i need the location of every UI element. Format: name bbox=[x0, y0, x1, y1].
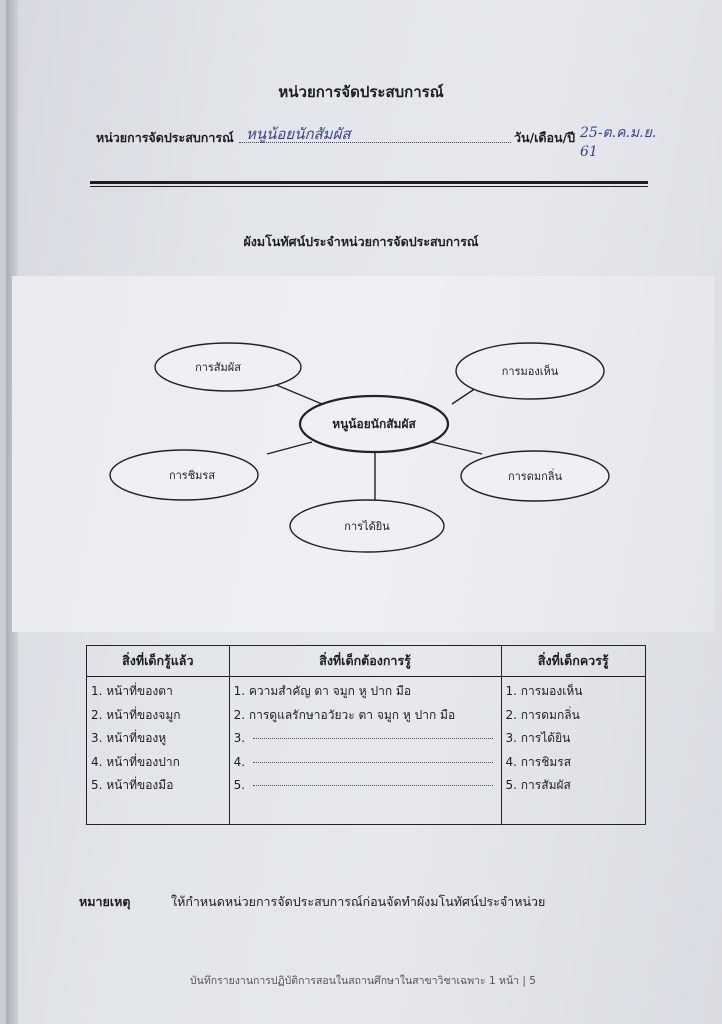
mindmap-panel bbox=[12, 276, 714, 632]
header-want: สิ่งที่เด็กต้องการรู้ bbox=[229, 646, 501, 677]
note-text: ให้กำหนดหน่วยการจัดประสบการณ์ก่อนจัดทำผังมโนทัศน์ประจำหน่วย bbox=[171, 894, 546, 909]
date-handwritten-value: 25-ต.ค.ม.ย. 61 bbox=[580, 125, 657, 160]
header-should: สิ่งที่เด็กควรรู้ bbox=[501, 646, 645, 677]
kwl-header-row bbox=[87, 646, 646, 677]
known-item: 5. หน้าที่ของมือ bbox=[91, 778, 174, 792]
known-item: 3. หน้าที่ของหู bbox=[91, 731, 167, 745]
page-footer: บันทึกรายงานการปฏิบัติการสอนในสถานศึกษาในสาขาวิชาเฉพาะ 1 หน้า | 5 bbox=[190, 975, 536, 987]
unit-handwritten-value: หนูน้อยนักสัมผัส bbox=[246, 125, 351, 143]
node-smell-label: การดมกลิ่น bbox=[507, 470, 563, 483]
blank-dotted-line bbox=[253, 738, 493, 739]
blank-dotted-line bbox=[253, 785, 493, 786]
want-item-number: 5. bbox=[233, 778, 246, 792]
note-label: หมายเหตุ bbox=[79, 894, 131, 909]
kwl-body-row bbox=[87, 677, 646, 825]
want-item-blank bbox=[234, 729, 497, 753]
want-item-blank bbox=[234, 776, 497, 800]
mindmap-diagram bbox=[12, 276, 714, 632]
known-item: 1. หน้าที่ของตา bbox=[91, 684, 173, 698]
want-item: 2. การดูแลรักษาอวัยวะ ตา จมูก หู ปาก มือ bbox=[233, 707, 456, 722]
want-item-number: 4. bbox=[233, 754, 246, 769]
mindmap-title: ผังมโนทัศน์ประจำหน่วยการจัดประสบการณ์ bbox=[243, 234, 479, 249]
center-node-label: หนูน้อยนักสัมผัส bbox=[332, 417, 416, 431]
should-item: 2. การดมกลิ่น bbox=[505, 707, 580, 722]
node-hearing-label: การได้ยิน bbox=[344, 520, 390, 533]
should-item: 5. การสัมผัส bbox=[505, 778, 571, 792]
want-item-blank bbox=[234, 753, 497, 777]
want-item-number: 3. bbox=[233, 731, 246, 745]
connector-touch bbox=[274, 384, 322, 404]
known-column bbox=[87, 677, 230, 825]
note bbox=[79, 892, 546, 912]
blank-dotted-line bbox=[253, 762, 493, 763]
connector-taste bbox=[267, 442, 312, 454]
should-item: 1. การมองเห็น bbox=[505, 684, 583, 698]
unit-label: หน่วยการจัดประสบการณ์ bbox=[96, 130, 234, 145]
unit-line bbox=[96, 124, 676, 160]
node-sight-label: การมองเห็น bbox=[501, 365, 559, 378]
node-taste-label: การชิมรส bbox=[168, 469, 216, 482]
known-item: 4. หน้าที่ของปาก bbox=[91, 754, 180, 769]
header-rule bbox=[90, 181, 648, 184]
kwl-table bbox=[86, 645, 646, 825]
should-item: 3. การได้ยิน bbox=[505, 731, 571, 745]
node-touch-label: การสัมผัส bbox=[195, 361, 241, 374]
header-known: สิ่งที่เด็กรู้แล้ว bbox=[87, 646, 230, 677]
date-label: วัน/เดือน/ปี bbox=[514, 130, 576, 145]
should-column bbox=[501, 677, 645, 825]
connector-smell bbox=[432, 442, 482, 454]
page-title: หน่วยการจัดประสบการณ์ bbox=[278, 83, 444, 101]
should-item: 4. การชิมรส bbox=[505, 754, 572, 769]
want-item: 1. ความสำคัญ ตา จมูก หู ปาก มือ bbox=[233, 684, 412, 698]
known-item: 2. หน้าที่ของจมูก bbox=[91, 707, 181, 722]
header-rule-thin bbox=[90, 186, 648, 187]
want-column bbox=[229, 677, 501, 825]
